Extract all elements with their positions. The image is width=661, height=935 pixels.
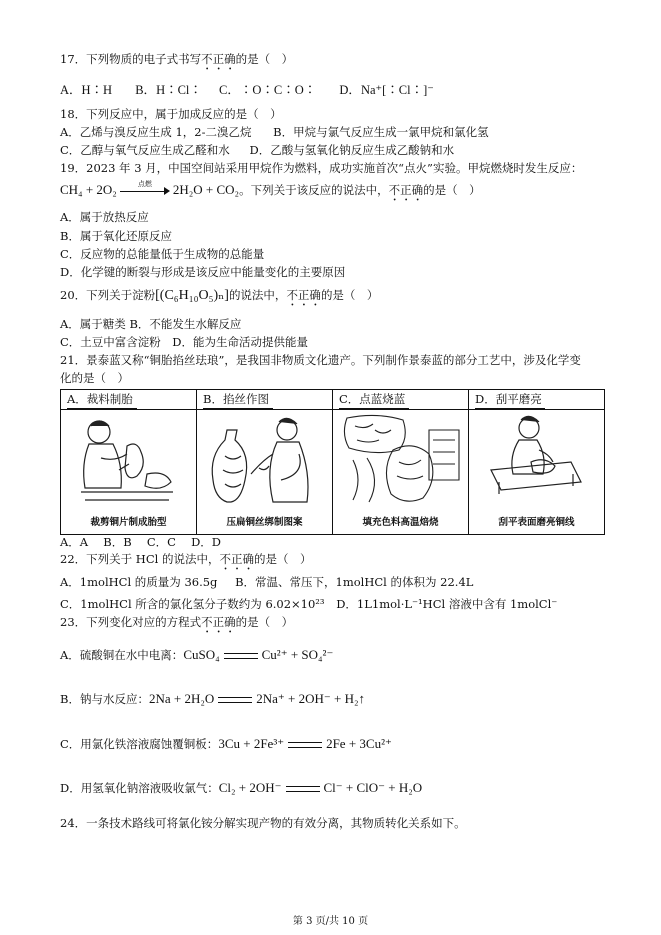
q21-cell-a-header [61, 390, 197, 410]
q23-option-b-left: 2Na + 2H₂O [148, 691, 215, 706]
q23-option-b-text: B．钠与水反应： [60, 692, 149, 706]
equals-bar-icon [288, 742, 322, 748]
q21-answers: A．A B．B C．C D．D [60, 535, 222, 549]
q23-option-c [60, 735, 392, 753]
q19-emphasis: 不正确 [388, 183, 424, 197]
q21-cell-b-picture [197, 410, 333, 535]
q18-option-a: A．乙烯与溴反应生成 1，2-二溴乙烷 [60, 125, 252, 139]
q17-stem [60, 51, 293, 73]
q19-stem-line1: 19．2023 年 3 月，中国空间站采用甲烷作为燃料，成功实施首次“点火”实验。甲烷燃烧时发生反应： [60, 161, 583, 175]
q23-option-a-left: CuSO₄ [183, 647, 220, 662]
q19-stem-line2a: 。下列关于该反应的说法中， [239, 183, 389, 197]
q20-stem-a: 20．下列关于淀粉 [60, 288, 156, 302]
q17-stem-text: 17．下列物质的电子式书写 [60, 52, 202, 66]
q21-cell-c-caption: 填充色料高温焙烧 [362, 517, 439, 528]
q23-option-a-text: A．硫酸铜在水中电离： [60, 648, 184, 662]
q23-option-c-text: C．用氯化铁溶液腐蚀覆铜板： [60, 737, 219, 751]
q23-emphasis: 不正确 [201, 615, 236, 629]
q23-stem-text: 23．下列变化对应的方程式 [60, 615, 202, 629]
q19-eq-left: CH₄ + 2O₂ [60, 182, 117, 197]
q17-option-d-label: D． [339, 83, 361, 97]
q20-formula: [(C₆H₁₀O₅)ₙ] [155, 288, 229, 303]
q19-option-b: B．属于氧化还原反应 [60, 229, 172, 243]
q22-emphasis: 不正确 [219, 552, 254, 566]
q18-option-d: D．乙酸与氢氧化钠反应生成乙酸钠和水 [249, 143, 455, 157]
q23-option-a [60, 646, 333, 664]
q20-emphasis: 不正确 [286, 288, 321, 302]
q17-stem-end: 的是（ ） [235, 52, 294, 66]
q19-option-a: A．属于放热反应 [60, 210, 149, 224]
q21-stem-line2: 化的是（ ） [60, 371, 129, 385]
q19-option-c: C．反应物的总能量低于生成物的总能量 [60, 247, 265, 261]
q21-cell-d-label: D．刮平磨亮 [475, 390, 545, 409]
q21-options-table [60, 389, 605, 535]
q22-row1 [60, 574, 473, 590]
q17-option-c-label: C． [219, 83, 240, 97]
q19-eq-condition: 点燃 [137, 180, 152, 188]
q23-option-b [60, 690, 365, 708]
q21-cell-c-header [333, 390, 469, 410]
q21-cell-c-label: C．点蓝烧蓝 [339, 390, 409, 409]
q18-stem: 18．下列反应中，属于加成反应的是（ ） [60, 107, 282, 121]
q18-option-c: C．乙醇与氧气反应生成乙醛和水 [60, 143, 230, 157]
q19-stem-line2b: 的是（ ） [423, 183, 481, 197]
equals-bar-icon [218, 697, 252, 703]
q19-eq-arrow [120, 180, 170, 198]
q21-stem-line1: 21．景泰蓝又称“铜胎掐丝珐琅”，是我国非物质文化遗产。下列制作景泰蓝的部分工艺中，涉及化学变 [60, 353, 581, 367]
q23-option-c-left: 3Cu + 2Fe³⁺ [218, 736, 285, 751]
q23-stem [60, 614, 293, 636]
equals-bar-icon [286, 786, 320, 792]
q24-stem: 24．一条技术路线可将氯化铵分解实现产物的有效分离，其物质转化关系如下。 [60, 816, 466, 830]
q17-option-b: H∶Cl∶ [156, 83, 202, 97]
q21-cell-a-picture [61, 410, 197, 535]
q18-row1 [60, 124, 489, 140]
q22-stem-text: 22．下列关于 HCl 的说法中， [60, 552, 220, 566]
q20-stem-b: 的说法中， [228, 288, 287, 302]
q22-option-d: D．1L1mol·L⁻¹HCl 溶液中含有 1molCl⁻ [336, 597, 558, 611]
q23-option-d [60, 779, 422, 797]
q21-cell-d-picture [469, 410, 605, 535]
q23-stem-end: 的是（ ） [235, 615, 294, 629]
q20-options-ab: A．属于糖类 B．不能发生水解反应 [60, 317, 242, 331]
q21-cell-c-picture [333, 410, 469, 535]
q18-row2 [60, 142, 454, 158]
q17-option-a: H∶H [81, 83, 113, 97]
q20-options-cd: C．土豆中富含淀粉 D．能为生命活动提供能量 [60, 335, 309, 349]
q21-cell-b-label: B．掐丝作图 [203, 390, 273, 409]
q20-stem-c: 的是（ ） [320, 288, 379, 302]
q23-option-c-right: 2Fe + 3Cu²⁺ [326, 736, 392, 751]
q18-option-b: B．甲烷与氯气反应生成一氯甲烷和氯化氢 [273, 125, 489, 139]
q21-cell-d-caption: 刮平表面磨亮铜线 [498, 517, 575, 528]
q17-option-b-label: B． [135, 83, 157, 97]
q22-option-a: A．1molHCl 的质量为 36.5g [60, 575, 218, 589]
q17-options [60, 82, 434, 98]
q23-option-d-left: Cl₂ + 2OH⁻ [218, 780, 282, 795]
q21-cell-a-label: A．裁料制胎 [67, 390, 137, 409]
q17-option-d: Na⁺[∶Cl∶]⁻ [360, 83, 434, 97]
q23-option-d-text: D．用氢氧化钠溶液吸收氯气： [60, 781, 219, 795]
q23-option-d-right: Cl⁻ + ClO⁻ + H₂O [323, 780, 423, 795]
q21-cell-b-header [197, 390, 333, 410]
q19-eq-right: 2H₂O + CO₂ [172, 182, 240, 197]
q22-option-b: B．常温、常压下，1molHCl 的体积为 22.4L [235, 575, 474, 589]
page-footer: 第 3 页/共 10 页 [292, 916, 369, 927]
q21-cell-a-caption: 裁剪铜片制成胎型 [90, 517, 167, 528]
q22-option-c: C．1molHCl 所含的氯化氢分子数约为 6.02×10²³ [60, 597, 325, 611]
q19-equation-line [60, 181, 481, 204]
q19-option-d: D．化学键的断裂与形成是该反应中能量变化的主要原因 [60, 265, 346, 279]
q23-option-b-right: 2Na⁺ + 2OH⁻ + H₂↑ [256, 691, 366, 706]
equals-bar-icon [224, 653, 258, 659]
q17-option-a-label: A． [60, 83, 82, 97]
q21-cell-d-header [469, 390, 605, 410]
q17-option-c: ∶O∶C∶O∶ [239, 83, 317, 97]
q17-emphasis: 不正确 [201, 52, 236, 66]
q22-stem [60, 551, 311, 573]
q23-option-a-right: Cu²⁺ + SO₄²⁻ [261, 647, 334, 662]
q22-row2 [60, 596, 557, 612]
q22-stem-end: 的是（ ） [253, 552, 312, 566]
q21-cell-b-caption: 压扁铜丝绑制图案 [226, 517, 303, 528]
q20-stem [60, 287, 378, 309]
